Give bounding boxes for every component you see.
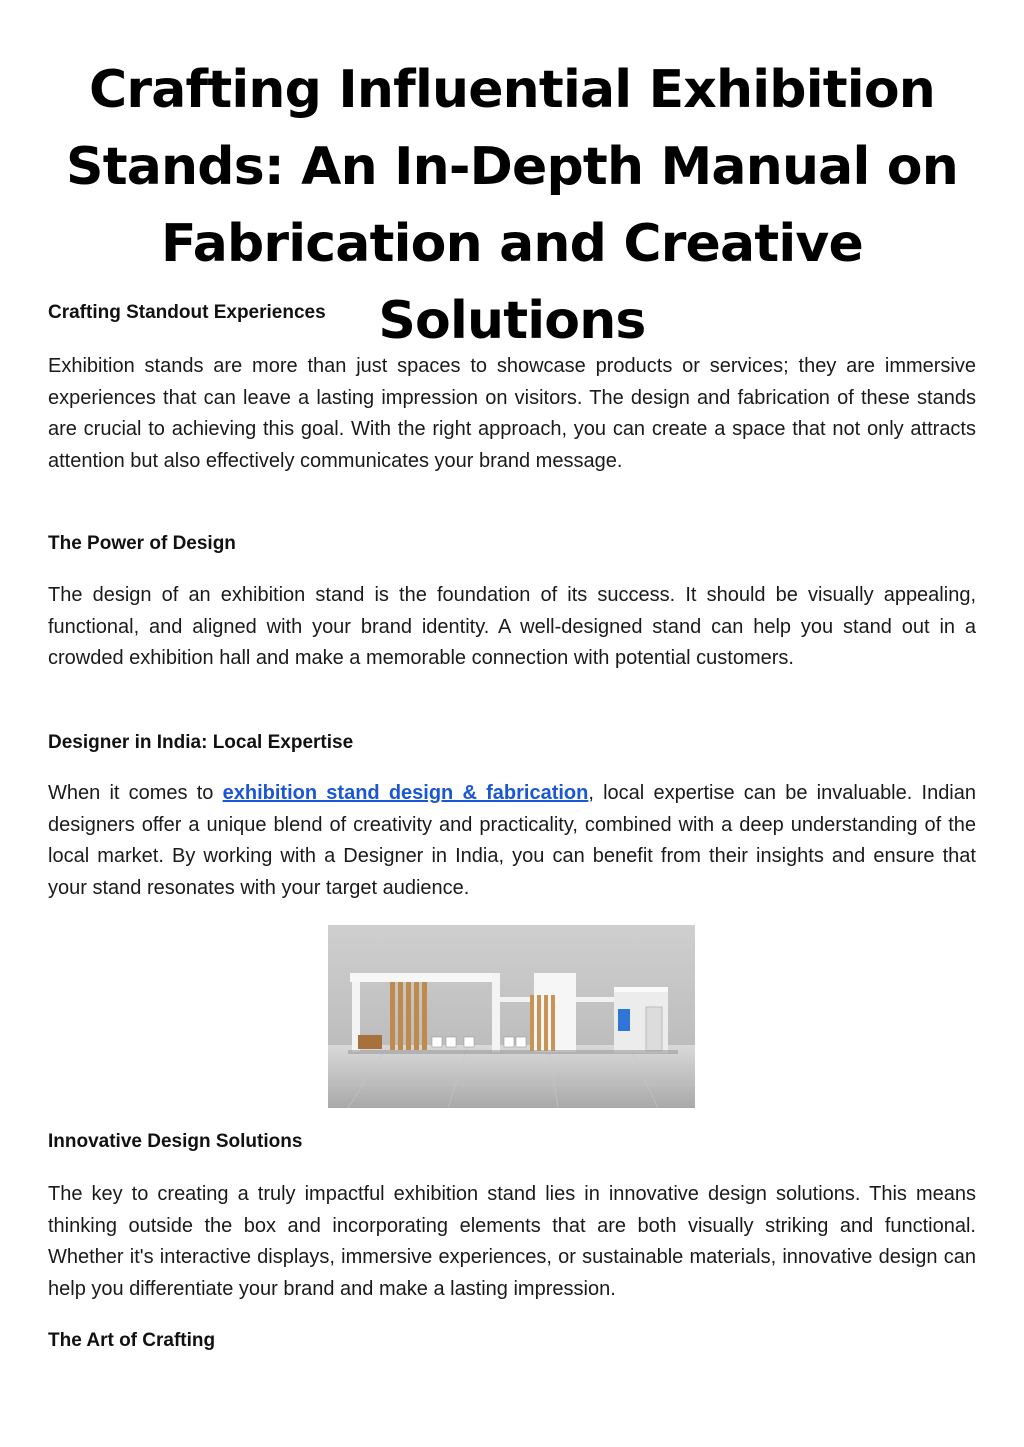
section-body-designer-in-india xyxy=(48,778,976,904)
exhibition-stand-design-link[interactable]: exhibition stand design & fabrication xyxy=(222,782,589,804)
section-heading-innovative-design: Innovative Design Solutions xyxy=(48,1131,303,1152)
section-body-power-of-design: The design of an exhibition stand is the foundation of its success. It should be visually appealing, functional, and aligned with your brand identity. A well-designed stand can help you stand out in a crowded exhibition hall and make a memorable connection with potential customers. xyxy=(48,584,976,669)
section-heading-power-of-design: The Power of Design xyxy=(48,533,236,554)
exhibition-stand-image xyxy=(328,925,695,1108)
section-body-innovative-design: The key to creating a truly impactful exhibition stand lies in innovative design solutions. This means thinking outside the box and incorporating elements that are both visually striking and functional. Whether it's interactive displays, immersive experiences, or sustainable materials, innovative design can help you differentiate your brand and make a lasting impression. xyxy=(48,1183,976,1300)
body-text-after-link: , local expertise can be invaluable. Indian designers offer a unique blend of creativity and practicality, combined with a deep understanding of the local market. By working with a Designer in India, you can benefit from their insights and ensure that your stand resonates with your target audience. xyxy=(48,782,977,899)
section-heading-standout-experiences: Crafting Standout Experiences xyxy=(48,302,326,323)
page-title: Crafting Influential Exhibition Stands: An In-Depth Manual on Fabrication and Creative Solutions xyxy=(66,60,958,351)
section-heading-art-of-crafting: The Art of Crafting xyxy=(48,1330,216,1351)
section-heading-designer-in-india: Designer in India: Local Expertise xyxy=(48,732,354,753)
body-text-before-link: When it comes to xyxy=(48,782,223,804)
exhibition-stand-illustration xyxy=(328,925,695,1108)
section-body-standout-experiences: Exhibition stands are more than just spaces to showcase products or services; they are immersive experiences that can leave a lasting impression on visitors. The design and fabrication of these stands are crucial to achieving this goal. With the right approach, you can create a space that not only attracts attention but also effectively communicates your brand message. xyxy=(48,355,976,472)
